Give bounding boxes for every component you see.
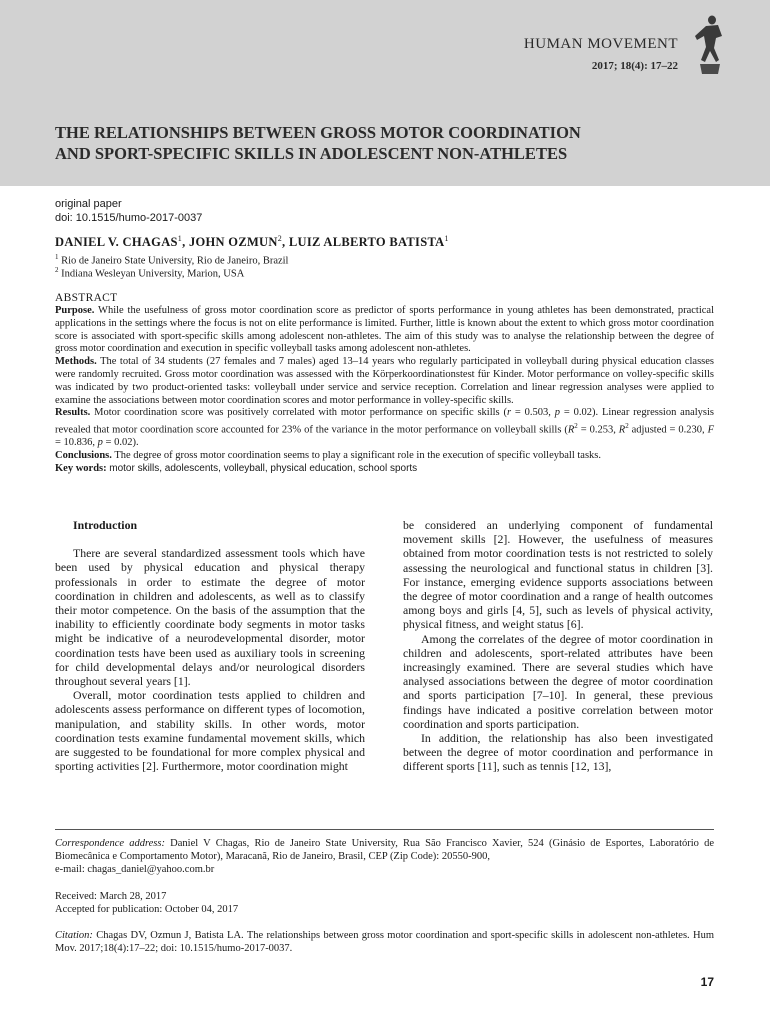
abstract-results [55,407,714,450]
author-name: DANIEL V. CHAGAS [55,235,178,250]
section-label: Results. [55,407,91,419]
section-label: Methods. [55,356,97,368]
body-column-left [55,518,365,773]
correspondence-text: Daniel V Chagas, Rio de Janeiro State University, Rua São Francisco Xavier, 524 (Ginásio de Esportes, Laboratório de Biomecânica e Comportamento Motor), Maracanã, Rio de Janeiro, Brasil, CEP (Zip Code): 20550-900, [55,838,715,862]
accepted-date: Accepted for publication: October 04, 2017 [55,904,239,915]
title-line-2: AND SPORT-SPECIFIC SKILLS IN ADOLESCENT NON-ATHLETES [55,144,568,163]
correspondence-label: Correspondence address: [55,838,165,849]
stat-symbol: r [506,407,512,419]
doi[interactable]: doi: 10.1515/humo-2017-0037 [55,212,203,224]
section-text: Motor coordination score was positively correlated with motor performance on specific skills ( [94,407,507,419]
issue-info: 2017; 18(4): 17–22 [591,60,678,72]
citation-text: Chagas DV, Ozmun J, Batista LA. The relationships between gross motor coordination and sport-specific skills in adolescent non-athletes. Hum Mov. 2017;18(4):17–22; doi: 10.1515/humo-2017-0037. [55,930,715,954]
body-paragraph: There are several standardized assessment tools which have been used by physical education and physical therapy professionals in order to estimate the degree of motor coordination in children and adolescents, as well as to classify their motor competence. On the basis of the assumption that the inability to efficiently coordinate body segments in motor tasks might be indicative of a neurodevelopmental disorder, motor coordination tests have been used as auxiliary tools in screening for child developmental delays and/or neurological disorders throughout several years [1]. [55,546,365,689]
stat-symbol: p [97,437,103,449]
body-paragraph: Among the correlates of the degree of motor coordination in children and adolescents, sport-related attributes have been increasingly examined. There are several studies which have analysed associations between the degree of motor coordination and sports participation [7–10]. In general, these previous findings have indicated a positive correlation between motor coordination and sports participation. [403,631,713,731]
section-heading: Introduction [73,518,138,532]
body-paragraph: Overall, motor coordination tests applied to children and adolescents assess performance on different types of locomotion, manipulation, and stability skills. In other words, motor coordination tests examine fundamental movement skills, which are suggested to be foundational for more complex physical and sporting activities [2]. Furthermore, motor coordination might [55,688,365,774]
section-text: The degree of gross motor coordination seems to play a significant role in the execution of specific volleyball tasks. [114,450,601,462]
abstract-conclusions [55,450,714,463]
abstract-purpose [55,305,714,356]
footnote-divider [55,829,714,830]
article-title [55,122,715,164]
correspondence [55,837,714,876]
affiliation-number: 1 [55,253,59,261]
section-text: adjusted = 0.230, [628,424,708,436]
affiliation-mark: 1 [444,234,449,243]
affiliation-number: 2 [55,266,59,274]
affiliation-text: Indiana Wesleyan University, Marion, USA [61,268,245,280]
journal-name: HUMAN MOVEMENT [523,36,678,52]
abstract-methods [55,356,714,407]
body-paragraph: In addition, the relationship has also been investigated between the degree of motor coordination and performance in different sports [11], such as tennis [12, 13], [403,731,713,774]
section-text: = 10.836, [55,437,98,449]
section-label: Purpose. [55,305,95,316]
title-line-1: THE RELATIONSHIPS BETWEEN GROSS MOTOR COORDINATION [55,123,581,142]
runner-figure-icon [692,14,726,76]
section-text: = 0.253, [577,424,619,436]
section-text: The total of 34 students (27 females and 7 males) aged 13–14 years who regularly participated in volleyball during physical education classes were randomly recruited. Gross motor coordination was assessed with the Körperkoordinationstest für Kinder. Motor performance on volley-specific skills was indicated by two product-oriented tasks: volleyball under service and service reception. Correlation and linear regression analyses were applied to examine the associations between motor coordination scores and motor performance in volley-specific skills. [55,356,715,406]
citation [55,929,714,955]
received-date: Received: March 28, 2017 [55,891,167,902]
affiliation-mark: 1 [177,234,183,243]
dates [55,890,714,916]
page-number: 17 [700,975,714,989]
affiliation-2 [55,264,244,281]
article-meta [55,197,202,225]
section-text: motor skills, adolescents, volleyball, physical education, school sports [109,463,418,475]
section-label: Key words: [55,463,107,475]
abstract-keywords [55,463,714,476]
affiliation-mark: 2 [277,234,283,243]
abstract [55,305,714,476]
stat-symbol: R [567,424,575,436]
section-label: Conclusions. [55,450,112,462]
citation-label: Citation: [55,930,93,941]
stat-symbol: p [554,407,561,419]
section-text: = 0.503, [511,407,555,419]
body-paragraph: be considered an underlying component of fundamental movement skills [2]. However, the usefulness of measures obtained from motor coordination tests is not restricted to solely assessing the neurological and functional status in children [3]. For instance, emerging evidence supports associations between the degree of motor coordination and a range of health outcomes among boys and girls [4, 5], such as levels of physical activity, physical fitness, and weight status [6]. [403,518,713,632]
paper-type: original paper [55,198,122,210]
abstract-heading: ABSTRACT [55,292,118,304]
body-column-right [403,518,713,774]
section-text: While the usefulness of gross motor coordination score as predictor of sports performance in young athletes has been demonstrated, practical applications in the settings where the focus is not on elite performance is limited. Further, little is known about the extent to which gross motor coordination score is associated with sport-specific skills among adolescent non-athletes. The aim of this study was to analyse the relationship between the degree of gross motor coordination and execution in specific volleyball tasks among adolescent non-athletes. [55,305,714,355]
section-text: = 0.02). [102,437,139,449]
stat-symbol: F [707,424,715,436]
superscript: 2 [625,422,629,431]
superscript: 2 [574,422,578,431]
author-name: LUIZ ALBERTO BATISTA [288,235,445,250]
author-name: JOHN OZMUN [188,235,278,250]
correspondence-email[interactable]: e-mail: chagas_daniel@yahoo.com.br [55,864,215,875]
affiliation-text: Rio de Janeiro State University, Rio de Janeiro, Brazil [61,255,289,267]
section-text: = 0.02). Linear regression analysis revealed that motor coordination score accounted for 23% of the variance in the motor performance on volleyball skills ( [55,407,714,436]
stat-symbol: R [618,424,626,436]
author-list: DANIEL V. CHAGAS$^1$, JOHN OZMUN$^2$, LUIZ ALBERTO BATISTA$^1$ [55,234,449,250]
